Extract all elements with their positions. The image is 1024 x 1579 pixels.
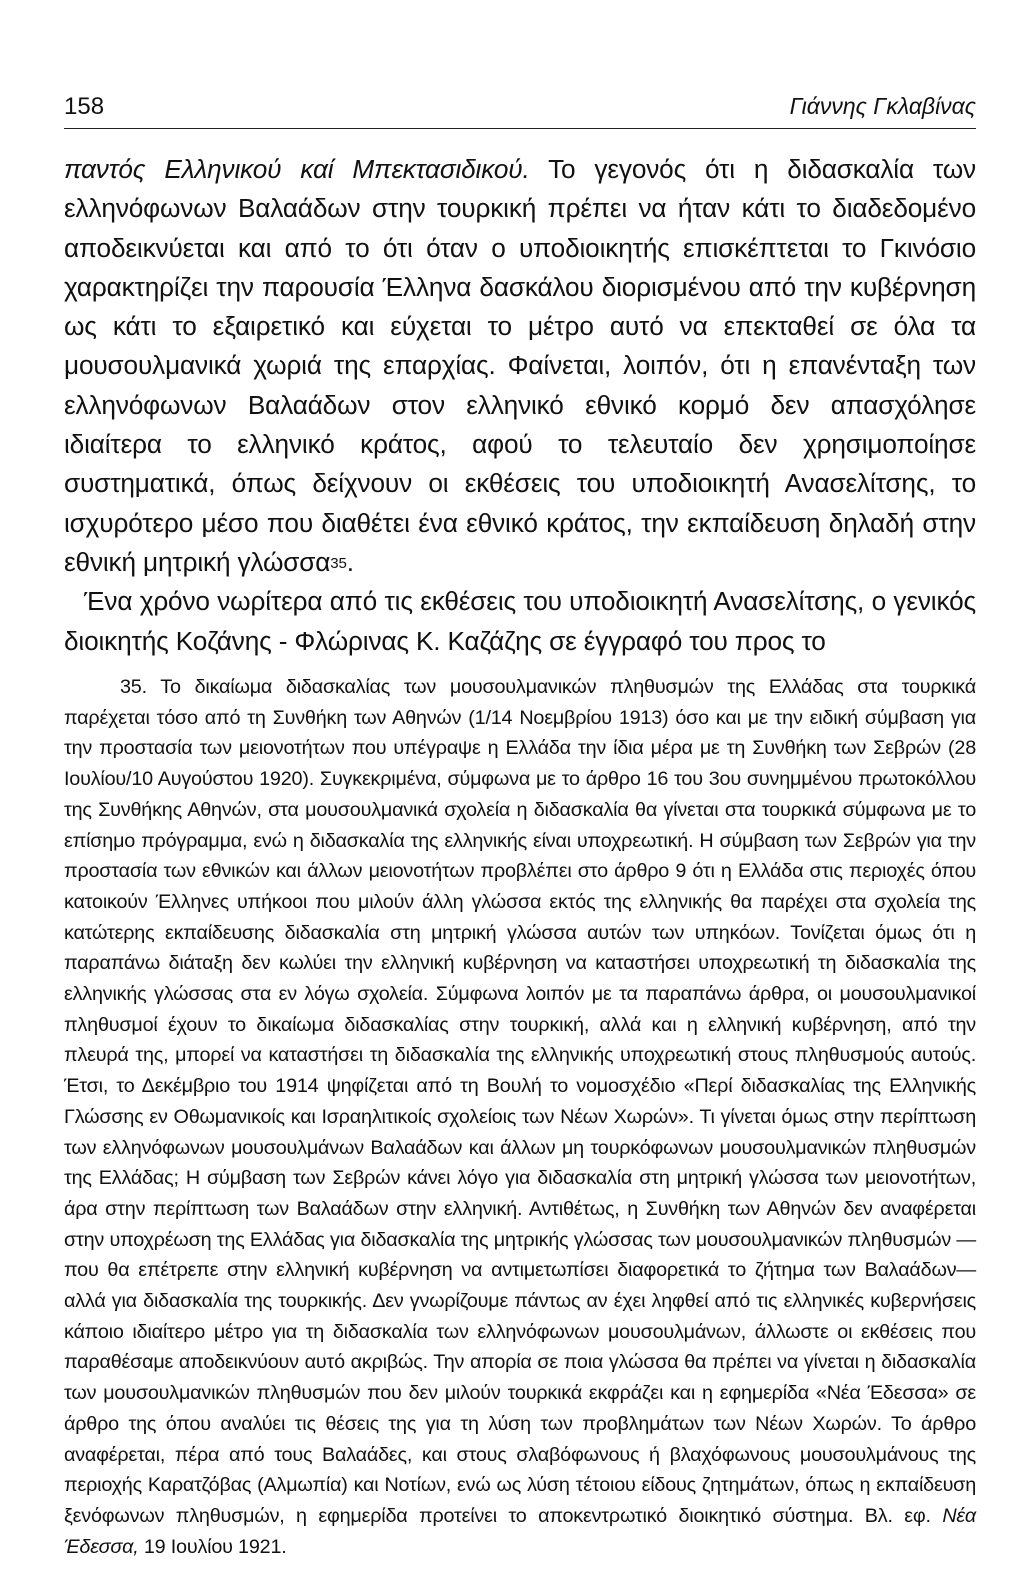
footnote-date: 19 Ιουλίου 1921. bbox=[138, 1535, 287, 1558]
running-head: Γιάννης Γκλαβίνας bbox=[789, 93, 976, 119]
page-number: 158 bbox=[64, 93, 105, 120]
body-paragraph-2 bbox=[64, 582, 976, 661]
book-page bbox=[64, 0, 976, 1579]
paragraph-end: . bbox=[346, 546, 354, 577]
body-paragraph-1 bbox=[64, 150, 976, 582]
footnote-number: 35. bbox=[120, 676, 147, 698]
footnote-35 bbox=[64, 672, 976, 1562]
footnote-ref-35[interactable]: 35 bbox=[330, 554, 347, 572]
footnote-text: Το δικαίωμα διδασκαλίας των μουσουλμανικών πληθυσμών της Ελλάδας στα τουρκικά παρέχεται τόσο από τη Συνθήκη των Αθηνών (1/14 Νοεμβρίου 1913) όσο και με την ειδική σύμβαση για την προστασία των μειονοτήτων που υπέγραψε η Ελλάδα την ίδια μέρα με τη Συνθήκη των Σεβρών (28 Ιουλίου/10 Αυγούστου 1920). Συγκεκριμένα, σύμφωνα με το άρθρο 16 του 3ου συνημμένου πρωτοκόλλου της Συνθήκης Αθηνών, στα μουσουλμανικά σχολεία η διδασκαλία θα γίνεται στα τουρκικά σύμφωνα με το επίσημο πρόγραμμα, ενώ η διδασκαλία της ελληνικής είναι υποχρεωτική. Η σύμβαση των Σεβρών για την προστασία των εθνικών και άλλων μειονοτήτων προβλέπει στο άρθρο 9 ότι η Ελλάδα στις περιοχές όπου κατοικούν Έλληνες υπήκοοι που μιλούν άλλη γλώσσα εκτός της ελληνικής θα παρέχει στα σχολεία της κατώτερης εκπαίδευσης διδασκαλία στη μητρική γλώσσα αυτών των υπηκόων. Τονίζεται όμως ότι η παραπάνω διάταξη δεν κωλύει την ελληνική κυβέρνηση να καταστήσει υποχρεωτική τη διδασκαλία της ελληνικής γλώσσας στα εν λόγω σχολεία. Σύμφωνα λοιπόν με τα παραπάνω άρθρα, οι μουσουλμανικοί πληθυσμοί έχουν το δικαίωμα διδασκαλίας στην τουρκική, αλλά και η ελληνική κυβέρνηση, από την πλευρά της, μπορεί να καταστήσει τη διδασκαλία της ελληνικής υποχρεωτική στους πληθυσμούς αυτούς. Έτσι, το Δεκέμβριο του 1914 ψηφίζεται από τη Βουλή το νομοσχέδιο «Περί διδασκαλίας της Ελληνικής Γλώσσης εν Οθωμανικοίς και Ισραηλιτικοίς σχολείοις των Νέων Χωρών». Τι γίνεται όμως στην περίπτωση των ελληνόφωνων μουσουλμάνων Βαλαάδων και άλλων μη τουρκόφωνων μουσουλμανικών πληθυσμών της Ελλάδας; Η σύμβαση των Σεβρών κάνει λόγο για διδασκαλία στη μητρική γλώσσα των μειονοτήτων, άρα στην περίπτωση των Βαλαάδων στην ελληνική. Αντιθέτως, η Συνθήκη των Αθηνών δεν αναφέρεται στην υποχρέωση της Ελλάδας για διδασκαλία της μητρικής γλώσσας των μουσουλμανικών πληθυσμών —που θα επέτρεπε στην ελληνική κυβέρνηση να αντιμετωπίσει διαφορετικά το ζήτημα των Βαλαάδων— αλλά για διδασκαλία της τουρκικής. Δεν γνωρίζουμε πάντως αν έχει ληφθεί από τις ελληνικές κυβερνήσεις κάποιο ιδιαίτερο μέτρο για τη διδασκαλία των ελληνόφωνων μουσουλμάνων, άλλωστε οι εκθέσεις που παραθέσαμε αποδεικνύουν αυτό ακριβώς. Την απορία σε ποια γλώσσα θα πρέπει να γίνεται η διδασκαλία των μουσουλμανικών πληθυσμών που δεν μιλούν τουρκικά εκφράζει και η εφημερίδα «Νέα Έδεσσα» σε άρθρο της όπου αναλύει τις θέσεις της για τη λύση των προβλημάτων των Νέων Χωρών. Το άρθρο αναφέρεται, πέρα από τους Βαλαάδες, και στους σλαβόφωνους ή βλαχόφωνους μουσουλμάνους της περιοχής Καρατζόβας (Αλμωπία) και Νοτίων, ενώ ως λύση τέτοιου είδους ζητημάτων, όπως η εκπαίδευση ξενόφωνων πληθυσμών, η εφημερίδα προτείνει το αποκεντρωτικό διοικητικό σύστημα. Βλ. εφ. bbox=[64, 676, 976, 1527]
main-text bbox=[64, 150, 976, 661]
newspaper-title: Νέα Έδεσσα, bbox=[64, 1504, 976, 1558]
paragraph-text: Ένα χρόνο νωρίτερα από τις εκθέσεις του υποδιοικητή Ανασελίτσης, ο γενικός διοικητής Κοζάνης - Φλώρινας Κ. Καζάζης σε έγγραφό του προς το bbox=[64, 586, 976, 656]
paragraph-text: Το γεγονός ότι η διδασκαλία των ελληνόφωνων Βαλαάδων στην τουρκική πρέπει να ήταν κάτι το διαδεδομένο αποδεικνύεται και από το ότι όταν ο υποδιοικητής επισκέπτεται το Γκινόσιο χαρακτηρίζει την παρουσία Έλληνα δασκάλου διορισμένου από την κυβέρνηση ως κάτι το εξαιρετικό και εύχεται το μέτρο αυτό να επεκταθεί σε όλα τα μουσουλμανικά χωριά της επαρχίας. Φαίνεται, λοιπόν, ότι η επανένταξη των ελληνόφωνων Βαλαάδων στον ελληνικό εθνικό κορμό δεν απασχόλησε ιδιαίτερα το ελληνικό κράτος, αφού το τελευταίο δεν χρησιμοποίησε συστηματικά, όπως δείχνουν οι εκθέσεις του υποδιοικητή Ανασελίτσης, το ισχυρότερο μέσο που διαθέτει ένα εθνικό κράτος, την εκπαίδευση δηλαδή στην εθνική μητρική γλώσσα bbox=[64, 154, 976, 577]
italic-phrase: παντός Ελληνικού καί Μπεκτασιδικού. bbox=[64, 154, 530, 184]
footnotes bbox=[64, 672, 976, 1562]
page-header bbox=[64, 90, 976, 123]
header-rule bbox=[64, 128, 976, 129]
